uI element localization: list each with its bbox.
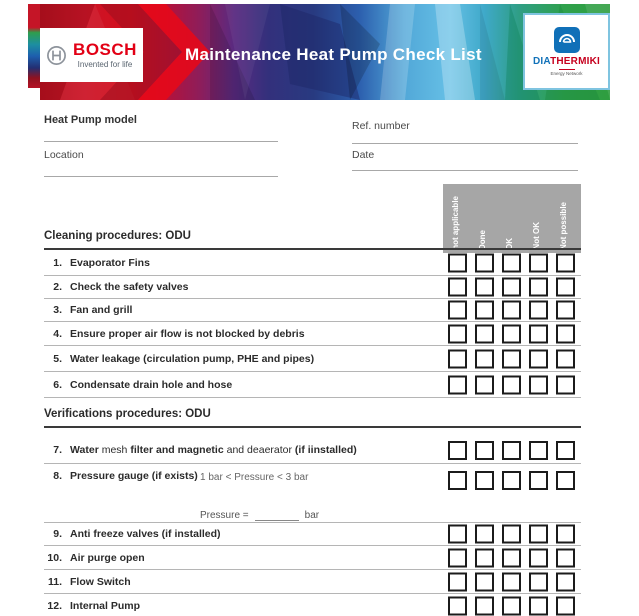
checkbox-not-ok[interactable] [529,525,548,544]
checkbox-not-ok[interactable] [529,375,548,394]
checkbox-done[interactable] [475,525,494,544]
checkbox-not-applicable[interactable] [448,471,467,490]
checkbox-not-ok[interactable] [529,349,548,368]
checkbox-group [448,572,575,591]
checkbox-done[interactable] [475,278,494,297]
date-label: Date [352,149,375,161]
row-label: Condensate drain hole and hose [70,378,233,391]
row-flow-switch [44,570,581,594]
pressure-unit: bar [304,510,320,521]
checkbox-group [448,375,575,394]
row-label: Pressure gauge (if exists) [70,470,198,482]
row-number: 10. [47,551,62,564]
checkbox-group [448,278,575,297]
row-safety-valves [44,276,581,299]
header-banner [40,4,610,100]
row-label: Ensure proper air flow is not blocked by debris [70,327,305,340]
checkbox-ok[interactable] [502,596,521,615]
row-label: Fan and grill [70,304,133,316]
date-input-line[interactable] [352,170,578,171]
row-label: Anti freeze valves (if installed) [70,528,221,540]
ref-number-label: Ref. number [352,120,410,132]
checkbox-group [448,441,575,460]
page-title: Maintenance Heat Pump Check List [185,45,482,64]
checkbox-not-possible[interactable] [556,471,575,490]
checkbox-not-possible[interactable] [556,349,575,368]
checkbox-group [448,349,575,368]
checkbox-done[interactable] [475,596,494,615]
diathermiki-wordmark: DIATHERMIKI [532,56,601,67]
checkbox-ok[interactable] [502,253,521,272]
row-number: 7. [53,444,62,456]
section-cleaning-odu: Cleaning procedures: ODU [44,230,581,250]
heat-pump-model-input-line[interactable] [44,141,278,142]
row-number: 12. [47,599,62,612]
checkbox-not-ok[interactable] [529,596,548,615]
row-evaporator-fins [44,250,581,276]
pressure-value-input-line[interactable] [255,510,299,521]
checkbox-not-ok[interactable] [529,301,548,320]
checkbox-group [448,471,575,490]
diathermiki-logo [523,13,610,90]
bosch-wordmark: BOSCH [73,40,137,59]
row-number: 5. [53,352,62,365]
row-number: 1. [53,256,62,269]
checkbox-done[interactable] [475,349,494,368]
checkbox-ok[interactable] [502,349,521,368]
checkbox-not-applicable[interactable] [448,278,467,297]
row-label: Evaporator Fins [70,256,150,269]
checkbox-not-possible[interactable] [556,278,575,297]
checkbox-done[interactable] [475,375,494,394]
row-number: 9. [53,528,62,540]
checkbox-not-ok[interactable] [529,548,548,567]
checkbox-ok[interactable] [502,375,521,394]
row-water-leakage [44,346,581,372]
row-number: 6. [53,378,62,391]
column-not-ok: Not OK [532,222,541,250]
checkbox-not-applicable[interactable] [448,525,467,544]
checkbox-done[interactable] [475,471,494,490]
row-air-flow [44,322,581,346]
row-number: 3. [53,304,62,316]
row-internal-pump [44,594,581,616]
checkbox-not-possible[interactable] [556,253,575,272]
checkbox-not-applicable[interactable] [448,572,467,591]
checkbox-not-applicable[interactable] [448,349,467,368]
row-label: Check the safety valves [70,281,189,293]
row-water-mesh-filter [44,428,581,464]
checklist [44,230,581,616]
checkbox-ok[interactable] [502,441,521,460]
bosch-logo [40,28,143,82]
checkbox-ok[interactable] [502,301,521,320]
location-label: Location [44,149,84,161]
checkbox-not-applicable[interactable] [448,324,467,343]
checkbox-not-possible[interactable] [556,441,575,460]
ref-number-input-line[interactable] [352,143,578,144]
heat-pump-model-label: Heat Pump model [44,114,137,126]
checkbox-done[interactable] [475,253,494,272]
row-label: Flow Switch [70,575,131,588]
row-condensate-drain [44,372,581,398]
checkbox-group [448,253,575,272]
checkbox-ok[interactable] [502,572,521,591]
checkbox-group [448,301,575,320]
section-verifications-odu: Verifications procedures: ODU [44,408,581,428]
row-label: Water leakage (circulation pump, PHE and pipes) [70,352,315,365]
column-done: Done [478,230,487,250]
checkbox-not-possible[interactable] [556,525,575,544]
row-label: Water mesh filter and magnetic and deaerator (if iinstalled) [70,444,357,456]
checkbox-done[interactable] [475,441,494,460]
checkbox-ok[interactable] [502,525,521,544]
pressure-entry [200,510,319,521]
checkbox-done[interactable] [475,301,494,320]
column-not-applicable: not applicable [451,196,460,250]
checkbox-ok[interactable] [502,548,521,567]
diathermiki-icon [554,27,580,53]
pressure-label: Pressure = [200,510,249,521]
row-label: Internal Pump [70,599,141,612]
row-pressure-gauge [44,464,581,523]
row-fan-and-grill [44,299,581,322]
checkbox-not-possible[interactable] [556,324,575,343]
checkbox-ok[interactable] [502,471,521,490]
location-input-line[interactable] [44,176,278,177]
checkbox-not-ok[interactable] [529,441,548,460]
row-number: 11. [47,575,62,588]
row-number: 4. [53,327,62,340]
checkbox-not-ok[interactable] [529,572,548,591]
checkbox-not-applicable[interactable] [448,441,467,460]
checkbox-not-ok[interactable] [529,278,548,297]
checkbox-not-possible[interactable] [556,548,575,567]
checkbox-not-possible[interactable] [556,375,575,394]
column-not-possible: Not possible [559,201,568,250]
checkbox-not-applicable[interactable] [448,301,467,320]
row-number: 8. [53,470,62,482]
row-anti-freeze-valves [44,523,581,546]
checkbox-not-applicable[interactable] [448,253,467,272]
checkbox-not-applicable[interactable] [448,375,467,394]
checkbox-group [448,548,575,567]
row-number: 2. [53,281,62,293]
checkbox-ok[interactable] [502,278,521,297]
checkbox-not-ok[interactable] [529,471,548,490]
diathermiki-rule [559,69,575,70]
column-ok: OK [505,238,514,250]
checkbox-ok[interactable] [502,324,521,343]
checkbox-not-possible[interactable] [556,301,575,320]
supergraphic-edge-strip [28,4,40,88]
checkbox-group [448,525,575,544]
checkbox-done[interactable] [475,324,494,343]
checkbox-not-possible[interactable] [556,572,575,591]
checkbox-not-ok[interactable] [529,253,548,272]
checkbox-not-applicable[interactable] [448,548,467,567]
row-air-purge-open [44,546,581,570]
bosch-tagline: Invented for life [77,60,133,69]
bosch-armature-icon [46,45,67,66]
checkbox-not-possible[interactable] [556,596,575,615]
checkbox-not-applicable[interactable] [448,596,467,615]
checkbox-done[interactable] [475,548,494,567]
pressure-range-hint: 1 bar < Pressure < 3 bar [200,472,309,483]
checkbox-done[interactable] [475,572,494,591]
checkbox-group [448,596,575,615]
checkbox-group [448,324,575,343]
checkbox-not-ok[interactable] [529,324,548,343]
diathermiki-subtitle: Energy Network [550,71,583,76]
row-label: Air purge open [70,551,145,564]
